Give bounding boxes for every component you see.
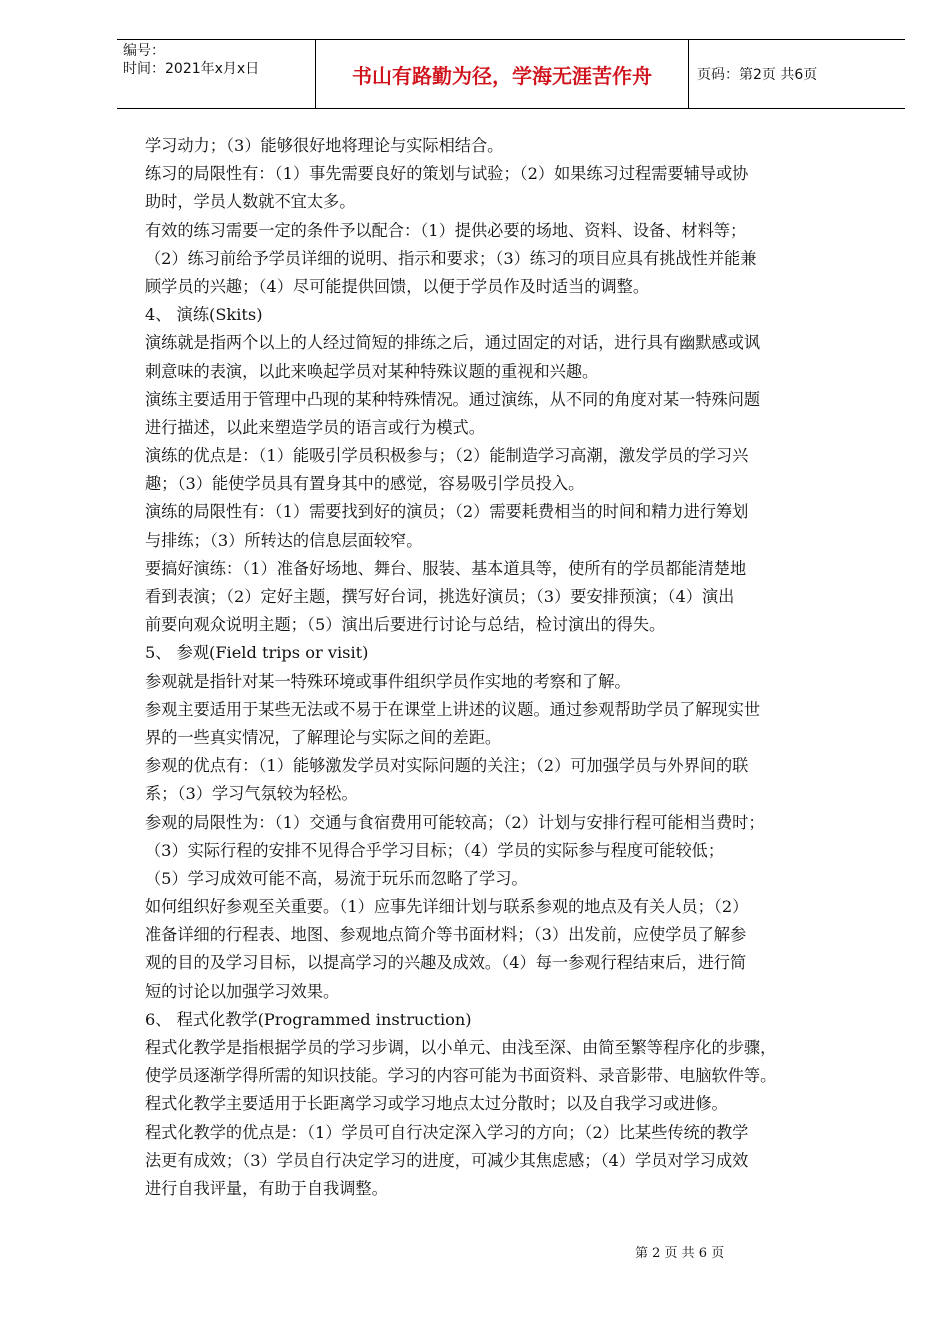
text-line: 演练的局限性有：（1）需要找到好的演员；（2）需要耗费相当的时间和精力进行筹划: [145, 502, 749, 522]
header-meta: [117, 40, 315, 108]
text-line: 与排练；（3）所转达的信息层面较窄。: [145, 530, 423, 550]
text-line: 5、 参观(Field trips or visit): [145, 643, 369, 663]
text-line: 顾学员的兴趣；（4）尽可能提供回馈，以便于学员作及时适当的调整。: [145, 276, 650, 296]
text-line: 练习的局限性有：（1）事先需要良好的策划与试验；（2）如果练习过程需要辅导或协: [145, 164, 749, 184]
text-line: 观的目的及学习目标，以提高学习的兴趣及成效。（4）每一参观行程结束后，进行简: [145, 953, 747, 973]
text-line: 程式化教学的优点是：（1）学员可自行决定深入学习的方向；（2）比某些传统的教学: [145, 1122, 749, 1142]
text-line: 进行自我评量，有助于自我调整。: [145, 1178, 388, 1198]
text-line: 程式化教学主要适用于长距离学习或学习地点太过分散时；以及自我学习或进修。: [145, 1094, 728, 1114]
time-label: 时间：2021年x月x日: [123, 61, 260, 77]
page-header: [117, 39, 905, 109]
text-line: 准备详细的行程表、地图、参观地点简介等书面材料；（3）出发前，应使学员了解参: [145, 925, 747, 945]
text-line: 参观的局限性为：（1）交通与食宿费用可能较高；（2）计划与安排行程可能相当费时；: [145, 812, 765, 832]
text-line: 进行描述，以此来塑造学员的语言或行为模式。: [145, 417, 485, 437]
text-line: 前要向观众说明主题；（5）演出后要进行讨论与总结，检讨演出的得失。: [145, 615, 666, 635]
text-line: 6、 程式化教学(Programmed instruction): [145, 1009, 472, 1029]
text-line: （2）练习前给予学员详细的说明、指示和要求；（3）练习的项目应具有挑战性并能兼: [145, 248, 757, 268]
serial-label: 编号：: [123, 43, 165, 59]
text-line: 演练主要适用于管理中凸现的某种特殊情况。通过演练，从不同的角度对某一特殊问题: [145, 389, 761, 409]
text-line: 参观主要适用于某些无法或不易于在课堂上讲述的议题。通过参观帮助学员了解现实世: [145, 699, 761, 719]
text-line: 短的讨论以加强学习效果。: [145, 981, 340, 1001]
text-line: 使学员逐渐学得所需的知识技能。学习的内容可能为书面资料、录音影带、电脑软件等。: [145, 1066, 777, 1086]
text-line: 法更有成效；（3）学员自行决定学习的进度，可减少其焦虑感；（4）学员对学习成效: [145, 1150, 749, 1170]
text-line: 演练就是指两个以上的人经过简短的排练之后，通过固定的对话，进行具有幽默感或讽: [145, 333, 761, 353]
text-line: 学习动力；（3）能够很好地将理论与实际相结合。: [145, 136, 504, 155]
text-line: 刺意味的表演，以此来唤起学员对某种特殊议题的重视和兴趣。: [145, 361, 599, 381]
text-line: 要搞好演练：（1）准备好场地、舞台、服装、基本道具等，使所有的学员都能清楚地: [145, 558, 747, 578]
text-line: 界的一些真实情况，了解理论与实际之间的差距。: [145, 727, 502, 747]
text-line: 程式化教学是指根据学员的学习步调，以小单元、由浅至深、由简至繁等程序化的步骤，: [145, 1038, 777, 1057]
text-line: 看到表演；（2）定好主题，撰写好台词，挑选好演员；（3）要安排预演；（4）演出: [145, 587, 735, 606]
text-line: 参观就是指针对某一特殊环境或事件组织学员作实地的考察和了解。: [145, 671, 631, 691]
header-motto: 书山有路勤为径，学海无涯苦作舟: [315, 40, 689, 108]
text-line: 参观的优点有：（1）能够激发学员对实际问题的关注；（2）可加强学员与外界间的联: [145, 756, 749, 776]
footer-page-number: 第 2 页 共 6 页: [635, 1246, 725, 1261]
text-line: 演练的优点是：（1）能吸引学员积极参与；（2）能制造学习高潮，激发学员的学习兴: [145, 446, 749, 466]
text-line: 系；（3）学习气氛较为轻松。: [145, 784, 358, 804]
text-line: 如何组织好参观至关重要。（1）应事先详细计划与联系参观的地点及有关人员；（2）: [145, 897, 749, 917]
text-line: （5）学习成效可能不高，易流于玩乐而忽略了学习。: [145, 868, 528, 888]
document-body: [145, 132, 890, 1203]
header-page-number: 页码：第2页 共6页: [697, 67, 818, 83]
text-line: 4、 演练(Skits): [145, 305, 263, 325]
text-line: 有效的练习需要一定的条件予以配合：（1）提供必要的场地、资料、设备、材料等；: [145, 220, 747, 240]
text-line: 趣；（3）能使学员具有置身其中的感觉，容易吸引学员投入。: [145, 474, 585, 494]
text-line: （3）实际行程的安排不见得合乎学习目标；（4）学员的实际参与程度可能较低；: [145, 840, 725, 860]
text-line: 助时，学员人数就不宜太多。: [145, 192, 356, 212]
